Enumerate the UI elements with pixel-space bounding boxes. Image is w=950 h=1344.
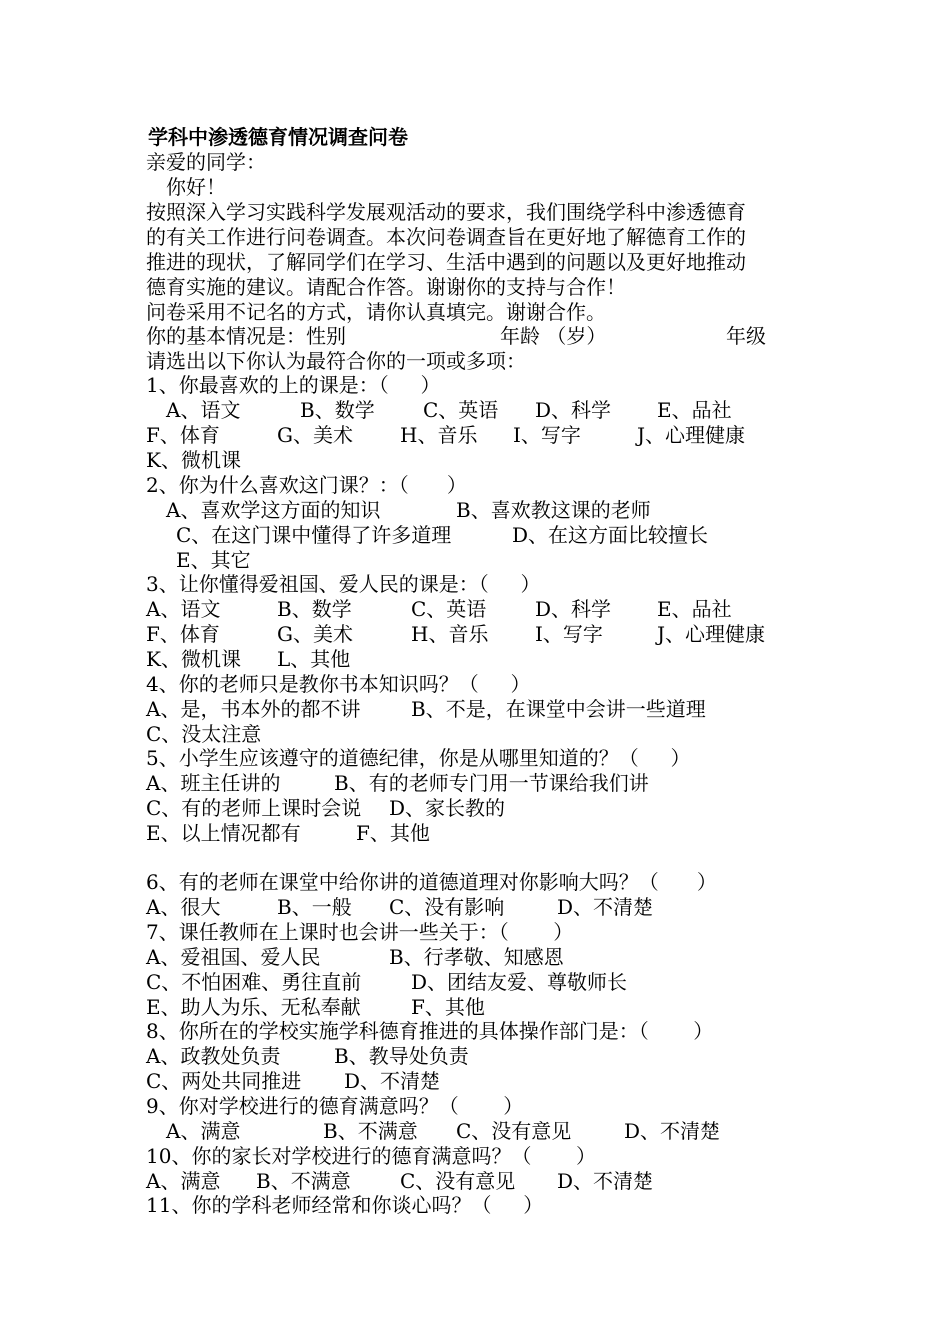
option: C、有的老师上课时会说 <box>146 796 362 820</box>
option: L、其他 <box>277 647 351 671</box>
option: H、音乐 <box>411 622 489 646</box>
option: J、心理健康 <box>637 423 746 447</box>
option: F、体育 <box>146 423 220 447</box>
option: B、数学 <box>277 597 352 621</box>
question-5: 5、小学生应该遵守的道德纪律，你是从哪里知道的？（ ） <box>146 746 691 770</box>
option: D、不清楚 <box>624 1119 721 1143</box>
option: C、在这门课中懂得了许多道理 <box>176 523 452 547</box>
option: A、喜欢学这方面的知识 <box>166 498 381 522</box>
option: D、科学 <box>535 597 612 621</box>
option: K、微机课 <box>146 647 241 671</box>
question-8: 8、你所在的学校实施学科德育推进的具体操作部门是：（ ） <box>146 1019 714 1043</box>
intro-line: 的有关工作进行问卷调查。本次问卷调查旨在更好地了解德育工作的 <box>146 225 746 249</box>
option: A、语文 <box>146 597 221 621</box>
option: I、写字 <box>513 423 581 447</box>
option: B、一般 <box>277 895 352 919</box>
question-3: 3、让你懂得爱祖国、爱人民的课是：（ ） <box>146 572 541 596</box>
option: C、没有影响 <box>389 895 505 919</box>
question-9: 9、你对学校进行的德育满意吗？（ ） <box>146 1094 524 1118</box>
option: D、家长教的 <box>389 796 506 820</box>
option: A、爱祖国、爱人民 <box>146 945 321 969</box>
option: D、不清楚 <box>344 1069 441 1093</box>
question-1: 1、你最喜欢的上的课是：（ ） <box>146 373 441 397</box>
option: D、不清楚 <box>557 1169 654 1193</box>
option: B、教导处负责 <box>334 1044 469 1068</box>
option: C、两处共同推进 <box>146 1069 302 1093</box>
option: E、以上情况都有 <box>146 821 301 845</box>
option: D、科学 <box>535 398 612 422</box>
option: C、没有意见 <box>456 1119 572 1143</box>
option: C、不怕困难、勇往直前 <box>146 970 362 994</box>
option: B、不是，在课堂中会讲一些道理 <box>411 697 706 721</box>
basic-info-grade: 年级 <box>726 324 766 348</box>
option: C、英语 <box>411 597 487 621</box>
option: C、没有意见 <box>400 1169 516 1193</box>
option: E、品社 <box>657 398 732 422</box>
option: B、喜欢教这课的老师 <box>456 498 651 522</box>
salutation: 亲爱的同学： <box>146 150 266 174</box>
page-title: 学科中渗透德育情况调查问卷 <box>148 125 408 149</box>
instruction: 请选出以下你认为最符合你的一项或多项： <box>146 349 526 373</box>
option: D、团结友爱、尊敬师长 <box>411 970 628 994</box>
question-11: 11、你的学科老师经常和你谈心吗？（ ） <box>146 1193 544 1217</box>
question-7: 7、课任教师在上课时也会讲一些关于：（ ） <box>146 920 574 944</box>
option: A、满意 <box>166 1119 241 1143</box>
option: H、音乐 <box>400 423 478 447</box>
option: E、助人为乐、无私奉献 <box>146 995 361 1019</box>
greeting: 你好！ <box>166 175 226 199</box>
option: B、有的老师专门用一节课给我们讲 <box>334 771 649 795</box>
option: A、语文 <box>166 398 241 422</box>
option: D、在这方面比较擅长 <box>512 523 709 547</box>
basic-info-age: 年龄 （岁） <box>500 324 607 348</box>
intro-line: 问卷采用不记名的方式，请你认真填完。谢谢合作。 <box>146 300 606 324</box>
question-6: 6、有的老师在课堂中给你讲的道德道理对你影响大吗？（ ） <box>146 870 717 894</box>
option: B、不满意 <box>323 1119 418 1143</box>
question-4: 4、你的老师只是教你书本知识吗？（ ） <box>146 672 531 696</box>
option: E、其它 <box>176 548 251 572</box>
option: C、英语 <box>423 398 499 422</box>
option: B、数学 <box>300 398 375 422</box>
option: C、没太注意 <box>146 722 262 746</box>
option: G、美术 <box>277 423 353 447</box>
question-2: 2、你为什么喜欢这门课？：（ ） <box>146 473 467 497</box>
option: K、微机课 <box>146 448 241 472</box>
option: G、美术 <box>277 622 353 646</box>
option: J、心理健康 <box>657 622 766 646</box>
option: A、是，书本外的都不讲 <box>146 697 361 721</box>
option: B、不满意 <box>256 1169 351 1193</box>
option: F、其他 <box>356 821 430 845</box>
question-10: 10、你的家长对学校进行的德育满意吗？（ ） <box>146 1144 596 1168</box>
option: A、满意 <box>146 1169 221 1193</box>
option: F、体育 <box>146 622 220 646</box>
option: D、不清楚 <box>557 895 654 919</box>
intro-line: 按照深入学习实践科学发展观活动的要求，我们围绕学科中渗透德育 <box>146 200 746 224</box>
option: A、很大 <box>146 895 221 919</box>
option: B、行孝敬、知感恩 <box>389 945 564 969</box>
basic-info-label: 你的基本情况是：性别 <box>146 324 346 348</box>
option: E、品社 <box>657 597 732 621</box>
option: I、写字 <box>535 622 603 646</box>
option: F、其他 <box>411 995 485 1019</box>
option: A、班主任讲的 <box>146 771 281 795</box>
option: A、政教处负责 <box>146 1044 281 1068</box>
intro-line: 推进的现状，了解同学们在学习、生活中遇到的问题以及更好地推动 <box>146 250 746 274</box>
intro-line: 德育实施的建议。请配合作答。谢谢你的支持与合作！ <box>146 275 626 299</box>
